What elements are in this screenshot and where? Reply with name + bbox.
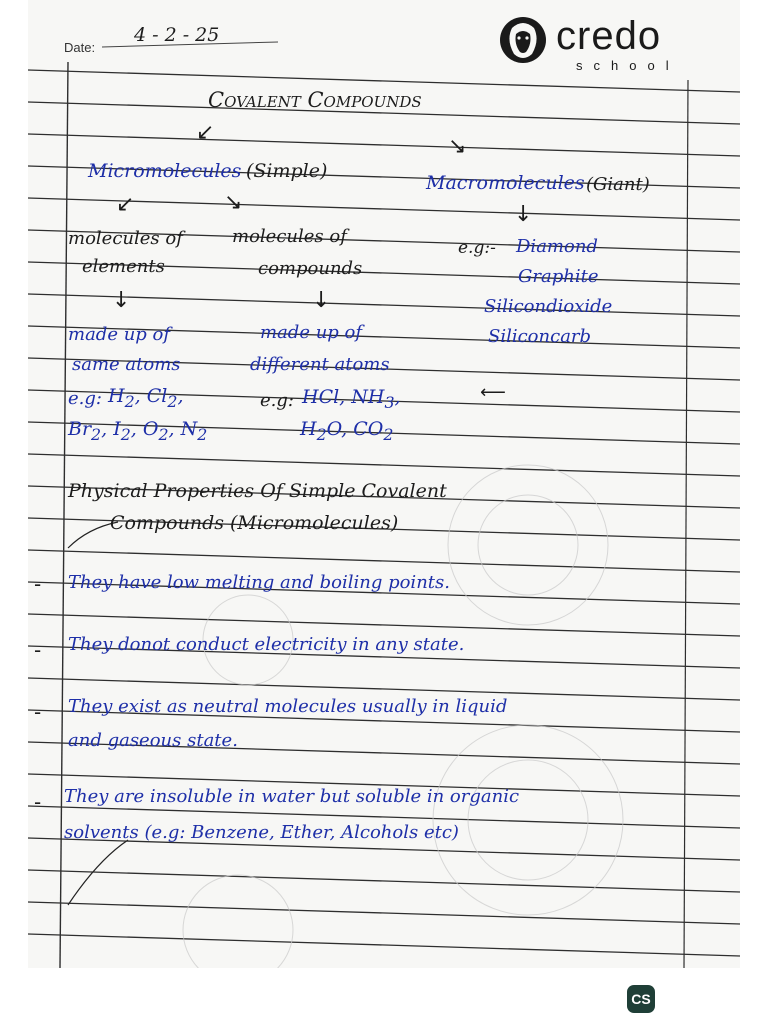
macro-example-graphite: Graphite [518, 266, 599, 287]
bullet-dash: - [34, 700, 42, 724]
properties-heading-line-2: Compounds (Micromolecules) [110, 512, 399, 534]
different-atoms-line-2: different atoms [250, 354, 390, 375]
elements-line-2: elements [82, 256, 165, 277]
properties-heading-line-1: Physical Properties Of Simple Covalent [68, 480, 447, 502]
same-atoms-line-2: same atoms [72, 354, 181, 375]
camscanner-badge: CS [627, 985, 655, 1013]
elements-line-1: molecules of [68, 228, 183, 249]
property-item-3-line-2: and gaseous state. [68, 730, 238, 751]
elements-formulas-row-2: $Br_2$, $I_2$, $O_2$, $N_2$ [68, 418, 208, 444]
arrow-down-left-icon: ↙ [196, 120, 215, 145]
macro-example-silicondioxide: Silicondioxide [484, 296, 613, 317]
compounds-eg-label: e.g: [260, 390, 294, 411]
same-atoms-line-1: made up of [68, 324, 171, 345]
compounds-line-1: molecules of [232, 226, 347, 247]
different-atoms-line-1: made up of [260, 322, 363, 343]
property-item-3-line-1: They exist as neutral molecules usually in liquid [68, 696, 508, 717]
arrow-down-icon: ↓ [514, 202, 533, 227]
credo-logo [498, 12, 738, 76]
macromolecules-heading: Macromolecules [426, 172, 585, 194]
bullet-dash: - [34, 790, 42, 814]
property-item-2: They donot conduct electricity in any state. [68, 634, 465, 655]
micromolecules-subtitle: (Simple) [246, 160, 328, 182]
date-value: 4 - 2 - 25 [134, 24, 220, 46]
logo-wordmark: credo [556, 14, 662, 58]
arrow-down-icon: ↓ [312, 288, 331, 313]
compounds-formulas-row-1: HCl, $NH_3$, [302, 386, 401, 412]
compounds-line-2: compounds [258, 258, 363, 279]
macro-example-siliconcarb: Siliconcarb [488, 326, 592, 347]
arrow-down-left-icon: ↙ [116, 192, 135, 217]
bullet-dash: - [34, 638, 42, 662]
elements-eg-label: e.g: [68, 388, 102, 409]
property-item-1: They have low melting and boiling points. [68, 572, 450, 593]
arrow-down-right-icon: ↘ [224, 190, 243, 215]
notebook-page [28, 0, 740, 968]
arrow-left-icon: ⟵ [480, 382, 506, 403]
page-title: Covalent Compounds [208, 88, 422, 112]
macromolecules-subtitle: (Giant) [586, 174, 650, 195]
logo-subtitle: school [576, 58, 680, 73]
arrow-down-right-icon: ↘ [448, 134, 467, 159]
arrow-down-icon: ↓ [112, 288, 131, 313]
elements-formulas-row-1: $H_2$, $Cl_2$, [108, 385, 184, 411]
lion-icon [498, 14, 548, 66]
macro-example-diamond: Diamond [516, 236, 598, 257]
macro-eg-label: e.g:- [458, 238, 496, 258]
property-item-4-line-1: They are insoluble in water but soluble in organic [64, 786, 520, 807]
bullet-dash: - [34, 572, 42, 596]
property-item-4-line-2: solvents (e.g: Benzene, Ether, Alcohols etc) [64, 822, 459, 843]
micromolecules-heading: Micromolecules [88, 160, 242, 182]
compounds-formulas-row-2: $H_2O$, $CO_2$ [300, 418, 394, 444]
date-label: Date: [64, 40, 96, 55]
